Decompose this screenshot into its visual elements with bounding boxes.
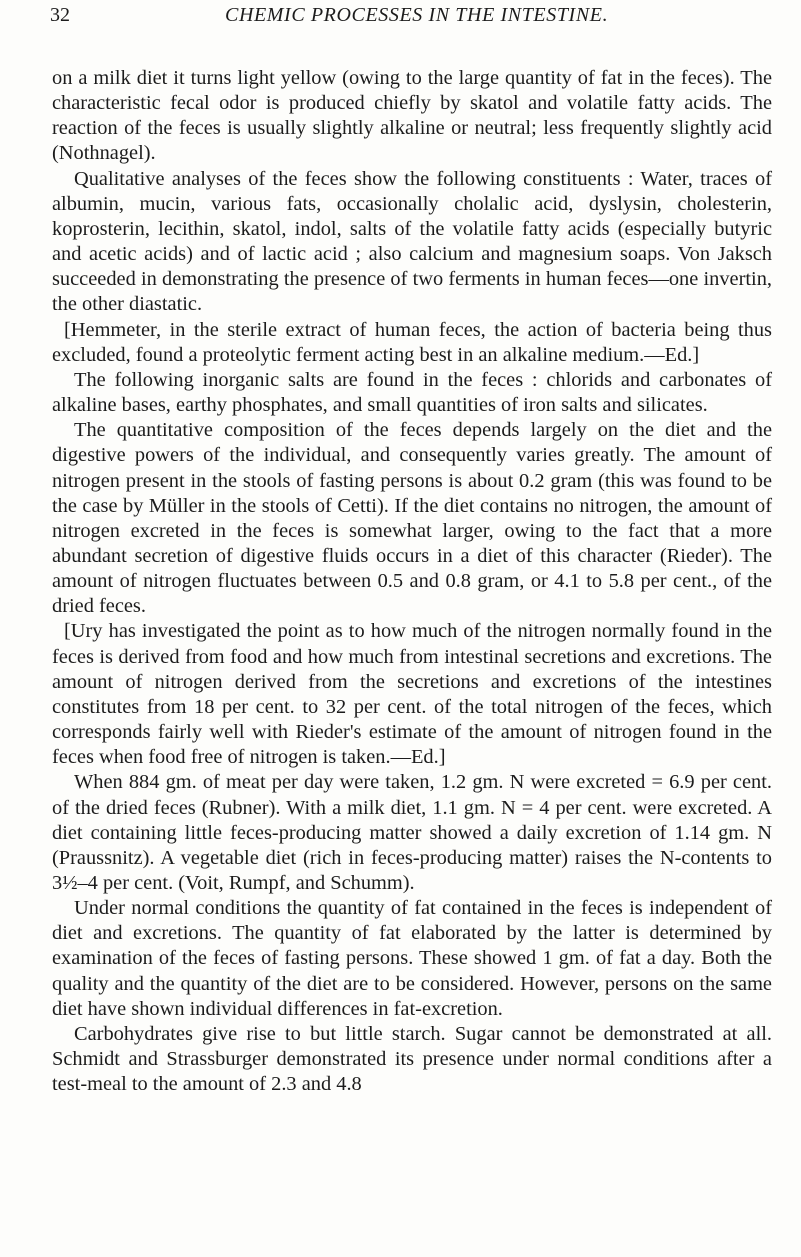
paragraph: When 884 gm. of meat per day were taken, 1.2 gm. N were excreted = 6.9 per cent. of the dried feces (Rubner). With a milk diet, 1.1 gm. N = 4 per cent. were excreted. A diet containing little feces-producing matter showed a daily excretion of 1.14 gm. N (Praussnitz). A vegetable diet (rich in feces-producing matter) raises the N-contents to 3½–4 per cent. (Voit, Rumpf, and Schumm). <box>52 771 772 894</box>
page-number: 32 <box>50 4 70 26</box>
editor-note: [Ury has investigated the point as to how much of the nitrogen normally found in the feces is derived from food and how much from intestinal secretions and excretions. The amount of nitrogen derived from the secretions and excretions of the intestines constitutes from 18 per cent. to 32 per cent. of the total nitrogen of the feces, which corresponds fairly well with Rieder's estimate of the amount of nitrogen found in the feces when food free of nitrogen is taken.—Ed.] <box>52 620 772 769</box>
body-text <box>52 66 772 1097</box>
running-head: CHEMIC PROCESSES IN THE INTESTINE. <box>225 4 609 26</box>
paragraph: The quantitative composition of the feces depends largely on the diet and the digestive powers of the individual, and consequently varies greatly. The amount of nitrogen present in the stools of fasting persons is about 0.2 gram (this was found to be the case by Müller in the stools of Cetti). If the diet contains no nitrogen, the amount of nitrogen excreted in the feces is somewhat larger, owing to the fact that a more abundant secretion of digestive fluids occurs in a diet of this character (Rieder). The amount of nitrogen fluctuates between 0.5 and 0.8 gram, or 4.1 to 5.8 per cent., of the dried feces. <box>52 419 772 618</box>
page-header <box>50 4 772 32</box>
paragraph: Qualitative analyses of the feces show the following constituents : Water, traces of albumin, mucin, various fats, occasionally cholalic acid, dyslysin, cholesterin, koprosterin, lecithin, skatol, indol, salts of the volatile fatty acids (especially butyric and acetic acids) and of lactic acid ; also calcium and magnesium soaps. Von Jaksch succeeded in demonstrating the presence of two ferments in human feces—one invertin, the other diastatic. <box>52 167 772 316</box>
paragraph: on a milk diet it turns light yellow (owing to the large quantity of fat in the feces). The characteristic fecal odor is produced chiefly by skatol and volatile fatty acids. The reaction of the feces is usually slightly alkaline or neutral; less frequently slightly acid (Nothnagel). <box>52 67 772 165</box>
paragraph: Under normal conditions the quantity of fat contained in the feces is independent of diet and excretions. The quantity of fat elaborated by the latter is determined by examination of the feces of fasting persons. These showed 1 gm. of fat a day. Both the quality and the quantity of the diet are to be considered. However, persons on the same diet have shown individual differences in fat-excretion. <box>52 897 772 1020</box>
paragraph: The following inorganic salts are found in the feces : chlorids and carbonates of alkaline bases, earthy phosphates, and small quantities of iron salts and silicates. <box>52 368 772 417</box>
paragraph: Carbohydrates give rise to but little starch. Sugar cannot be demonstrated at all. Schmidt and Strassburger demonstrated its presence under normal conditions after a test-meal to the amount of 2.3 and 4.8 <box>52 1022 772 1096</box>
editor-note: [Hemmeter, in the sterile extract of human feces, the action of bacteria being thus excluded, found a proteolytic ferment acting best in an alkaline medium.—Ed.] <box>52 318 772 366</box>
